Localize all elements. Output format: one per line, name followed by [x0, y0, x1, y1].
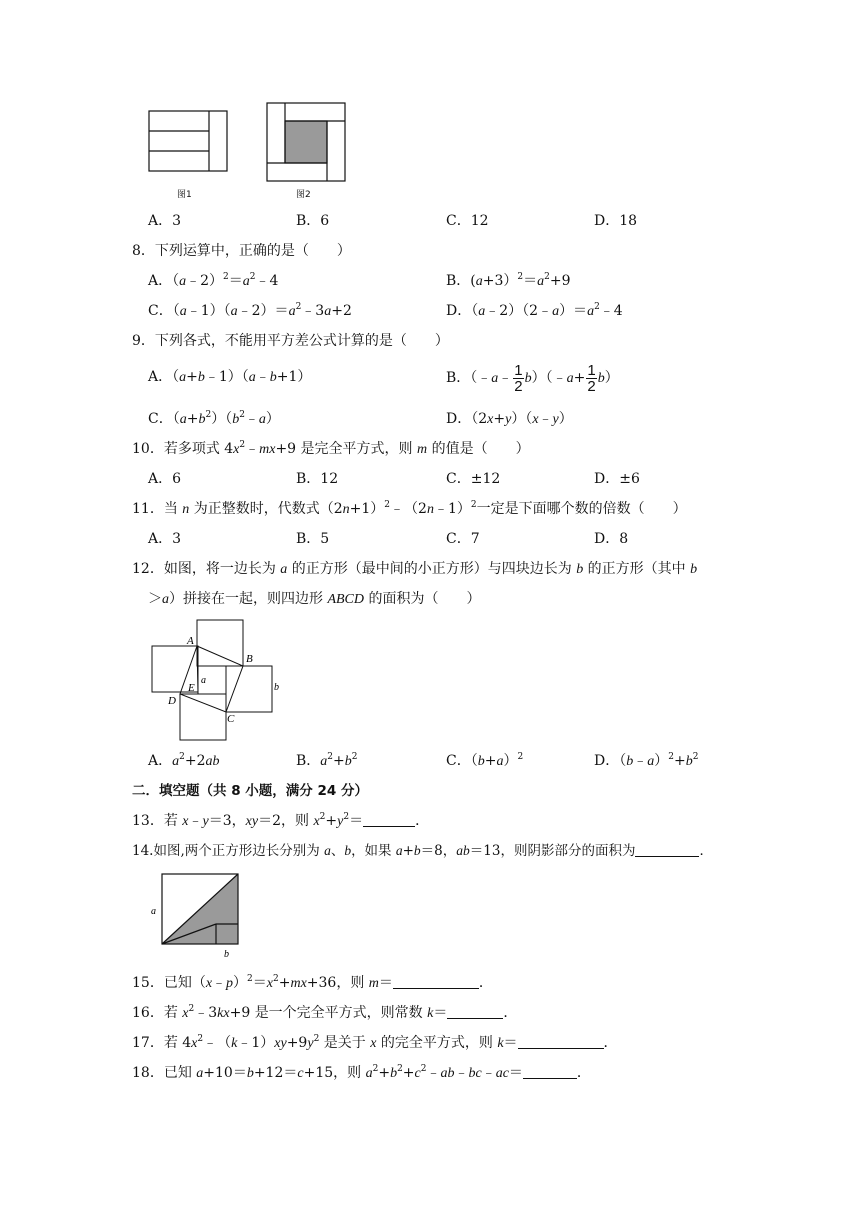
q14: 14.如图,两个正方形边长分别为 a、b，如果 a+b＝8，ab＝13，则阴影部分的面积为 ． — [132, 843, 713, 859]
q7-option-c[interactable]: C．12 — [446, 213, 489, 229]
q9-stem: 9．下列各式，不能用平方差公式计算的是（ ） — [132, 333, 449, 349]
figure-2 — [266, 102, 348, 184]
q11-option-c[interactable]: C．7 — [446, 531, 480, 547]
fraction-half: $\frac{1}{2}$ — [587, 361, 596, 395]
figure-1 — [148, 110, 230, 174]
label-E: E — [188, 682, 195, 694]
answer-blank[interactable] — [518, 1034, 604, 1049]
q12-option-b[interactable]: B．$a^2+b^2$ — [296, 752, 358, 769]
label-A: A — [187, 635, 194, 647]
label-D: D — [168, 695, 176, 707]
figure-2-caption: 图2 — [296, 190, 311, 200]
q8-option-c[interactable]: C．$(a﹣1)(a﹣2)=a^2﹣3a+2$ — [148, 302, 352, 319]
q11-stem: 11．当 n 为正整数时，代数式$(2n+1)^2﹣(2n﹣1)^2$一定是下面哪个数的倍数（ ） — [132, 500, 687, 517]
answer-blank[interactable] — [523, 1064, 577, 1079]
q7-option-b[interactable]: B．6 — [296, 213, 330, 229]
q10-stem: 10．若多项式 $4x^2﹣mx+9$ 是完全平方式，则 m 的值是（ ） — [132, 440, 530, 457]
q8-stem: 8．下列运算中，正确的是（ ） — [132, 243, 351, 259]
label-a: a — [201, 675, 206, 686]
q10-option-b[interactable]: B．12 — [296, 471, 339, 487]
q11-option-a[interactable]: A．3 — [148, 531, 182, 547]
answer-blank[interactable] — [447, 1004, 503, 1019]
q9-option-a[interactable]: A．（a+b﹣1）（a﹣b+1） — [148, 369, 312, 385]
q12-option-d[interactable]: D．$(b﹣a)^2+b^2$ — [594, 752, 699, 769]
label-b: b — [274, 682, 279, 693]
q11-option-b[interactable]: B．5 — [296, 531, 330, 547]
label-b: b — [224, 949, 229, 960]
q15: 15．已知$(x﹣p)^2=x^2+mx+36$，则 m＝ ． — [132, 974, 493, 991]
q7-option-d[interactable]: D．18 — [594, 213, 638, 229]
figure-1-caption: 图1 — [177, 190, 192, 200]
q11-option-d[interactable]: D．8 — [594, 531, 629, 547]
q10-option-a[interactable]: A．6 — [148, 471, 182, 487]
q9-option-d[interactable]: D．（2x+y）（x﹣y） — [446, 411, 573, 427]
section-2-title: 二．填空题（共 8 小题，满分 24 分） — [132, 783, 368, 799]
q14-figure — [148, 868, 244, 960]
q18: 18．已知 a+10＝b+12＝c+15，则 $a^2+b^2+c^2﹣ab﹣bc﹣ac=$ ． — [132, 1064, 591, 1081]
q12-stem-line2: ＞a）拼接在一起，则四边形 ABCD 的面积为（ ） — [148, 591, 481, 607]
q9-option-b[interactable]: B．（﹣a﹣ $\frac{1}{2}$ b）（﹣a+ $\frac{1}{2}$ b） — [446, 361, 619, 395]
q12-figure — [150, 618, 280, 742]
answer-blank[interactable] — [635, 842, 699, 857]
q12-stem-line1: 12．如图，将一边长为 a 的正方形（最中间的小正方形）与四块边长为 b 的正方形（其中 b — [132, 561, 698, 577]
q10-option-c[interactable]: C．±12 — [446, 471, 501, 487]
q12-option-c[interactable]: C．$(b+a)^2$ — [446, 752, 524, 769]
q12-option-a[interactable]: A．$a^2+2ab$ — [148, 752, 220, 769]
q10-option-d[interactable]: D．±6 — [594, 471, 640, 487]
answer-blank[interactable] — [363, 812, 415, 827]
label-B: B — [246, 653, 253, 665]
q9-option-c[interactable]: C．$(a+b^2)(b^2﹣a)$ — [148, 410, 280, 427]
q7-option-a[interactable]: A．3 — [148, 213, 182, 229]
fraction-half: $\frac{1}{2}$ — [514, 361, 523, 395]
q8-option-b[interactable]: B．$(a+3)^2=a^2+9$ — [446, 272, 571, 289]
label-a: a — [151, 906, 156, 917]
answer-blank[interactable] — [393, 974, 479, 989]
label-C: C — [227, 713, 235, 725]
q8-option-a[interactable]: A．$(a﹣2)^2=a^2﹣4$ — [148, 272, 279, 289]
q17: 17．若 $4x^2﹣(k﹣1)xy+9y^2$ 是关于 x 的完全平方式，则 k＝ ． — [132, 1034, 618, 1051]
q13: 13．若 x﹣y＝3，xy＝2，则 $x^2+y^2=$ ． — [132, 812, 430, 829]
q8-option-d[interactable]: D．$(a﹣2)(2﹣a)=a^2﹣4$ — [446, 302, 623, 319]
q16: 16．若 $x^2﹣3kx+9$ 是一个完全平方式，则常数 k＝ ． — [132, 1004, 518, 1021]
